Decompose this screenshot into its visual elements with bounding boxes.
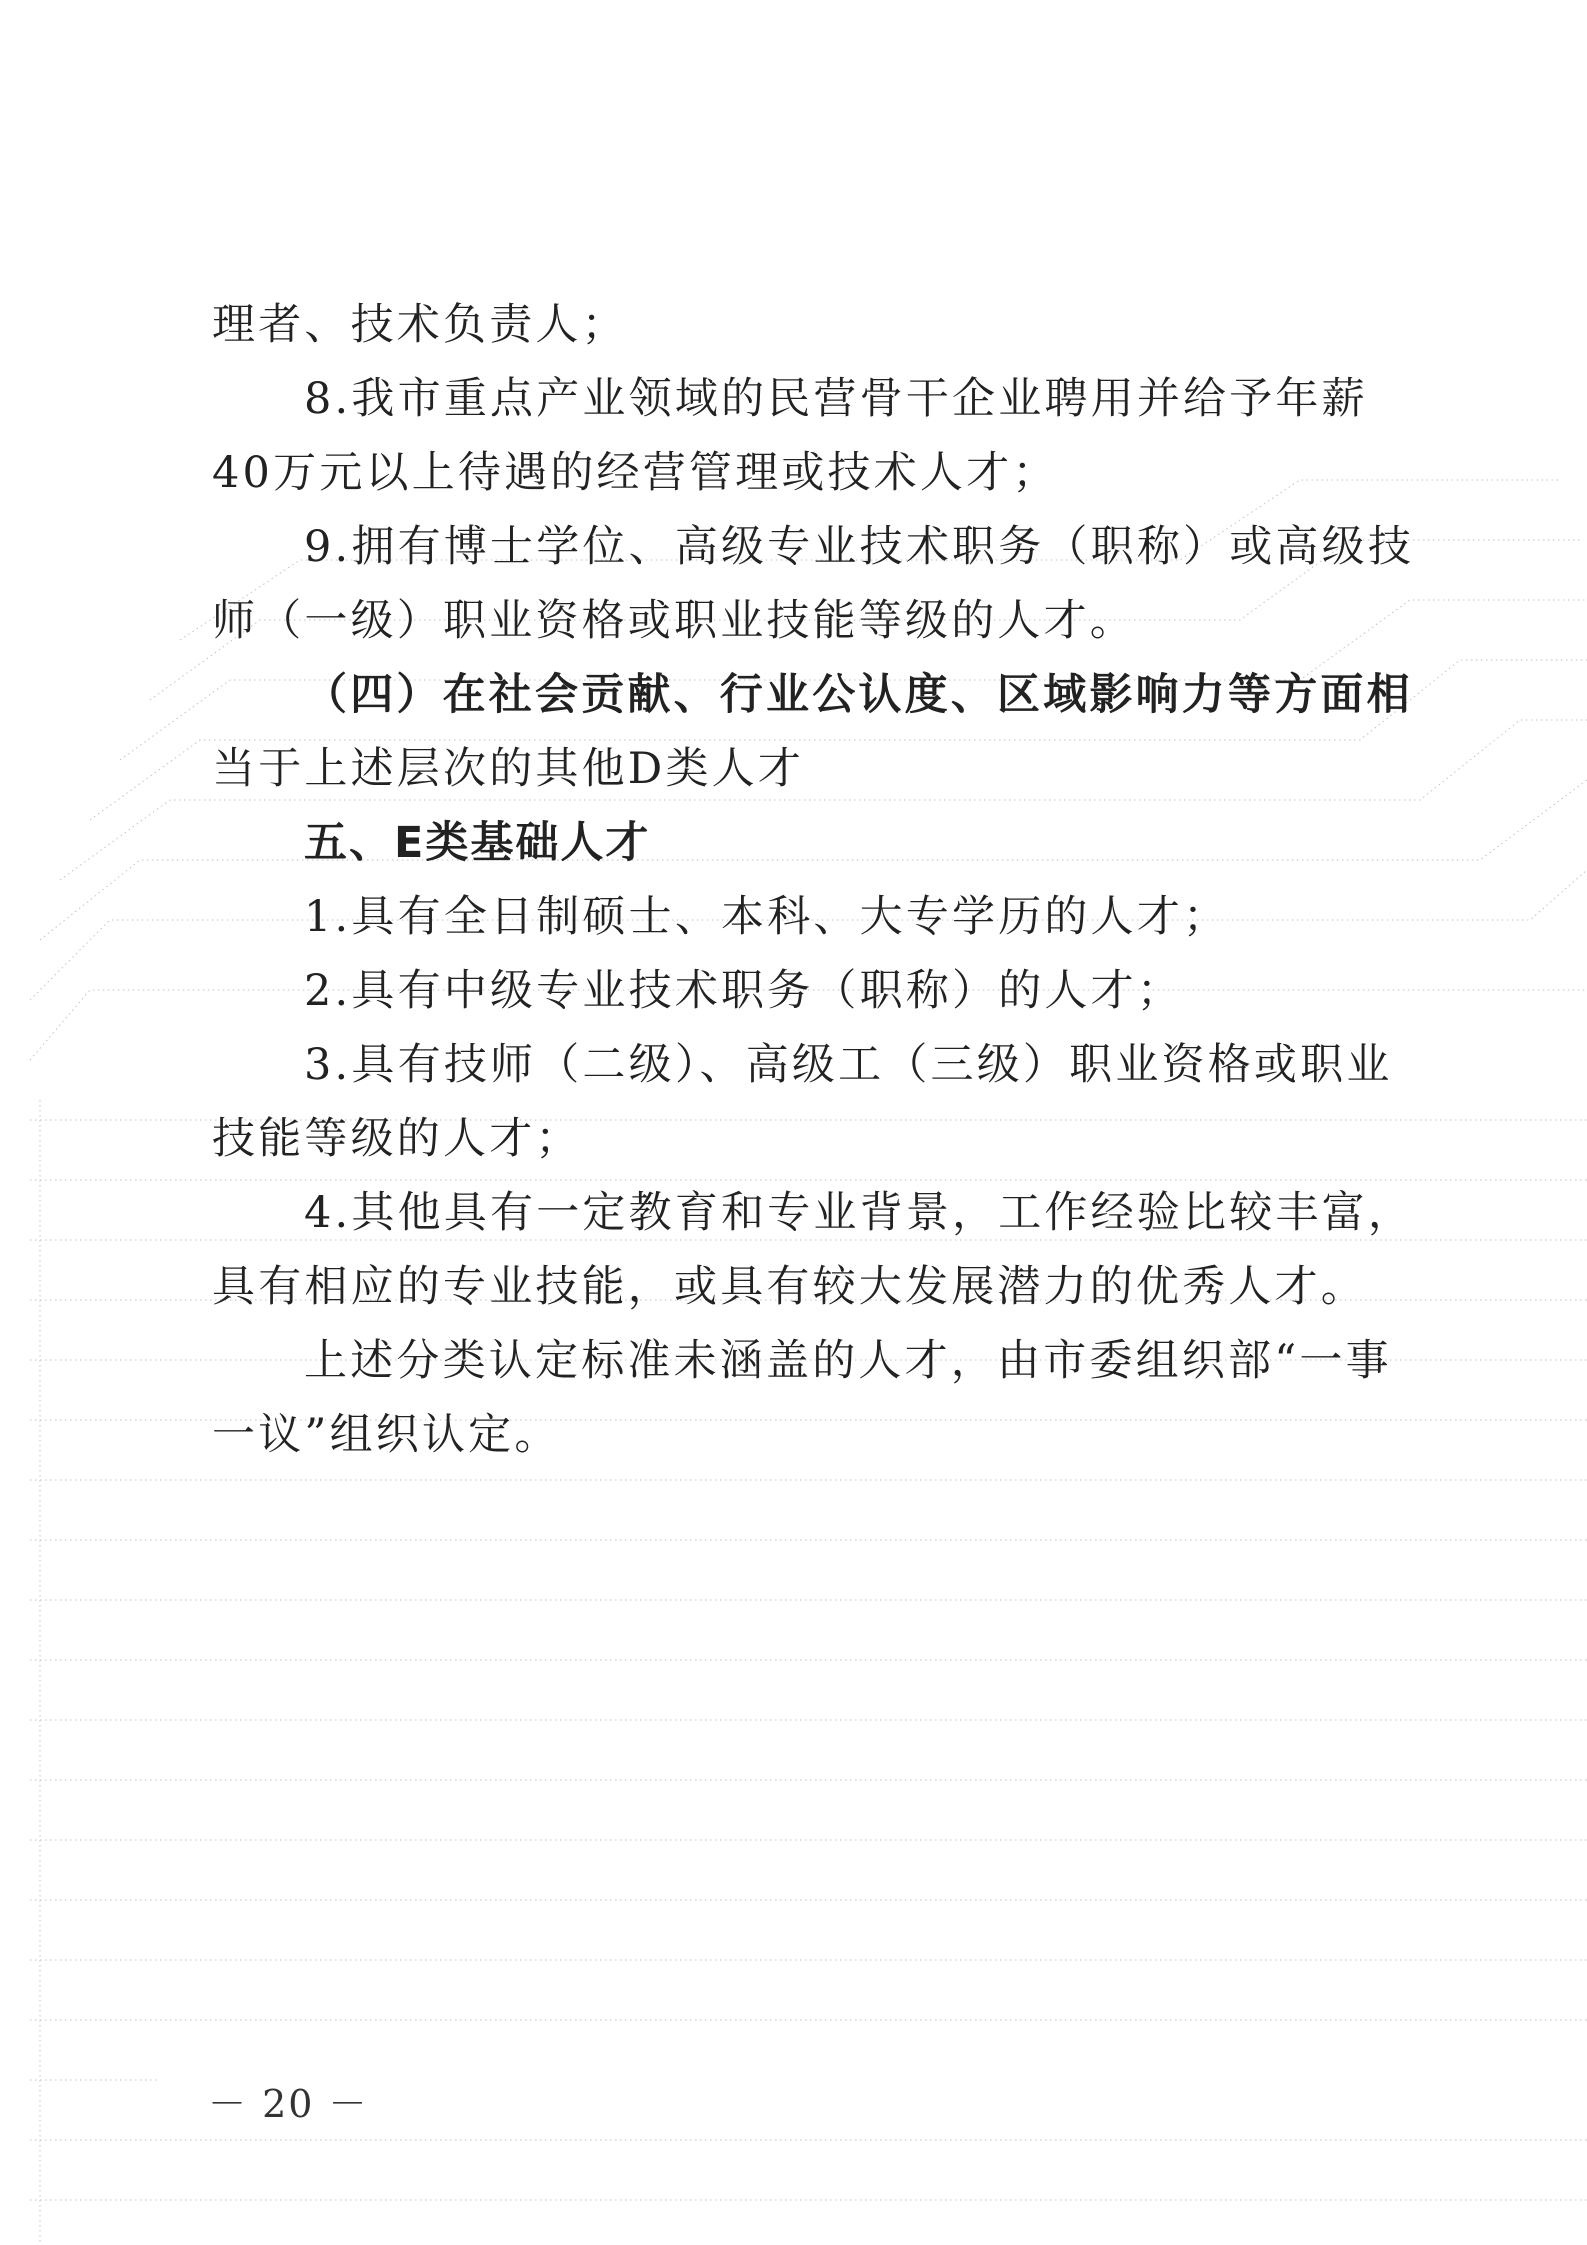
list-item-3: 3.具有技师（二级）、高级工（三级）职业资格或职业 <box>304 1040 1393 1090</box>
text-line: 具有相应的专业技能，或具有较大发展潜力的优秀人才。 <box>212 1262 1367 1312</box>
text-line: 技能等级的人才； <box>212 1114 582 1164</box>
list-item-4: 4.其他具有一定教育和专业背景，工作经验比较丰富， <box>304 1188 1415 1238</box>
document-body <box>212 288 1415 1472</box>
list-item-8: 8.我市重点产业领域的民营骨干企业聘用并给予年薪 <box>304 374 1368 424</box>
text-line: 40万元以上待遇的经营管理或技术人才； <box>212 448 1059 498</box>
list-item-9: 9.拥有博士学位、高级专业技术职务（职称）或高级技 <box>304 522 1415 572</box>
text-line: 当于上述层次的其他D类人才 <box>212 744 805 794</box>
text-line: 师（一级）职业资格或职业技能等级的人才。 <box>212 596 1136 646</box>
list-item-2: 2.具有中级专业技术职务（职称）的人才； <box>304 966 1184 1016</box>
text-line: 理者、技术负责人； <box>212 300 628 350</box>
text-line: 一议”组织认定。 <box>212 1410 561 1460</box>
list-item-1: 1.具有全日制硕士、本科、大专学历的人才； <box>304 892 1230 942</box>
section-heading-5: 五、E类基础人才 <box>304 818 651 868</box>
closing-paragraph: 上述分类认定标准未涵盖的人才，由市委组织部“一事 <box>304 1336 1392 1386</box>
subsection-heading-4: （四）在社会贡献、行业公认度、区域影响力等方面相 <box>304 670 1413 720</box>
page-number: － 20 － <box>208 2082 369 2126</box>
